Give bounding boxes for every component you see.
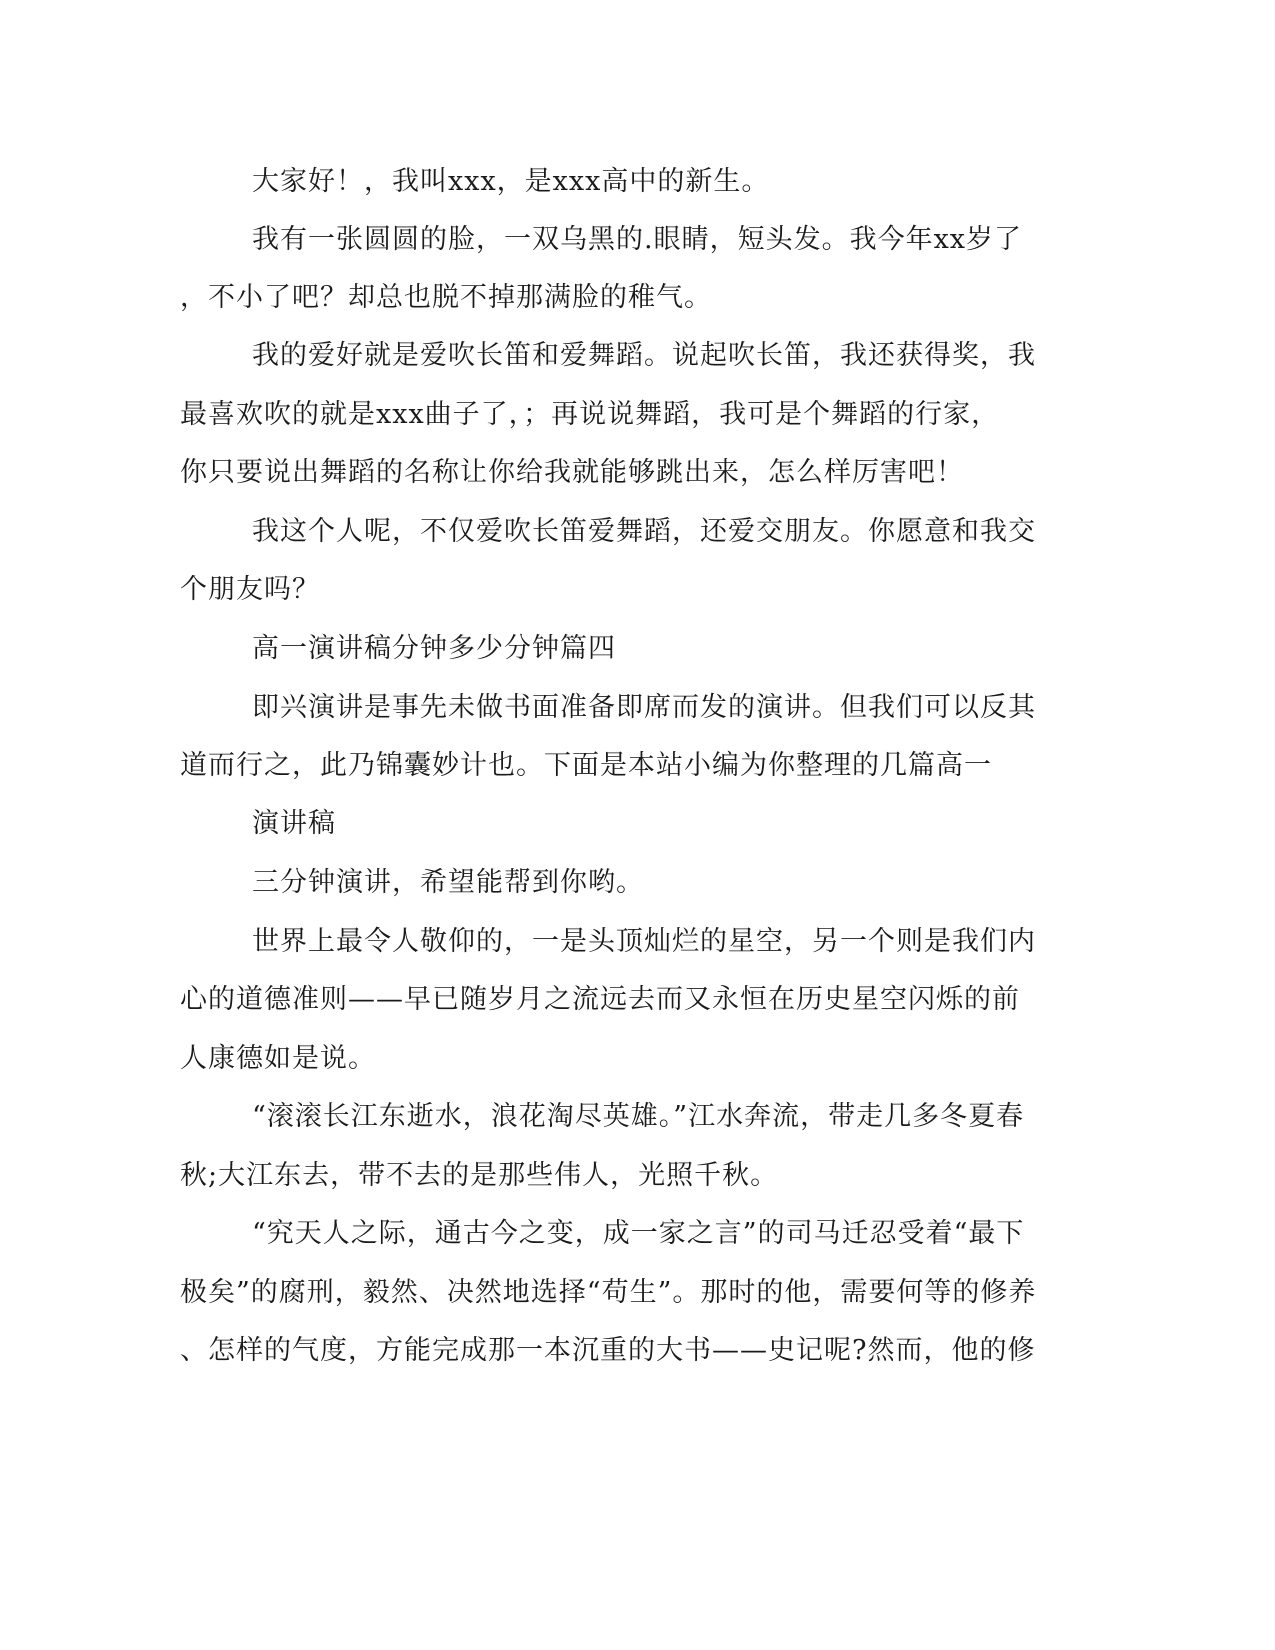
text-line: 大家好！，我叫xxx，是xxx高中的新生。 bbox=[252, 166, 770, 197]
text-line: 我的爱好就是爱吹长笛和爱舞蹈。说起吹长笛，我还获得奖，我 bbox=[252, 340, 1036, 371]
text-line: “究天人之际，通古今之变，成一家之言”的司马迁忍受着“最下 bbox=[252, 1218, 1025, 1249]
text-line: 演讲稿 bbox=[252, 808, 336, 839]
text-line: 我这个人呢，不仅爱吹长笛爱舞蹈，还爱交朋友。你愿意和我交 bbox=[252, 516, 1036, 547]
text-line: “滚滚长江东逝水，浪花淘尽英雄。”江水奔流，带走几多冬夏春 bbox=[252, 1101, 1025, 1132]
section-heading: 高一演讲稿分钟多少分钟篇四 bbox=[252, 633, 616, 664]
text-line: 世界上最令人敬仰的，一是头顶灿烂的星空，另一个则是我们内 bbox=[252, 926, 1036, 957]
text-line: 三分钟演讲，希望能帮到你哟。 bbox=[252, 867, 644, 898]
text-line: 即兴演讲是事先未做书面准备即席而发的演讲。但我们可以反其 bbox=[252, 692, 1036, 723]
text-line: 人康德如是说。 bbox=[180, 1043, 376, 1074]
text-line: 道而行之，此乃锦囊妙计也。下面是本站小编为你整理的几篇高一 bbox=[180, 750, 992, 781]
text-line: 、怎样的气度，方能完成那一本沉重的大书——史记呢?然而，他的修 bbox=[180, 1335, 1036, 1366]
text-line: ，不小了吧？却总也脱不掉那满脸的稚气。 bbox=[180, 282, 712, 313]
text-line: 你只要说出舞蹈的名称让你给我就能够跳出来，怎么样厉害吧！ bbox=[180, 457, 964, 488]
text-line: 极矣”的腐刑，毅然、决然地选择“苟生”。那时的他，需要何等的修养 bbox=[180, 1277, 1037, 1308]
text-line: 我有一张圆圆的脸，一双乌黑的.眼睛，短头发。我今年xx岁了 bbox=[252, 224, 1023, 255]
text-line: 最喜欢吹的就是xxx曲子了，；再说说舞蹈，我可是个舞蹈的行家， bbox=[180, 399, 1000, 430]
text-line: 秋;大江东去，带不去的是那些伟人，光照千秋。 bbox=[180, 1160, 779, 1191]
text-line: 个朋友吗？ bbox=[180, 574, 320, 605]
text-line: 心的道德准则——早已随岁月之流远去而又永恒在历史星空闪烁的前 bbox=[180, 984, 1020, 1015]
